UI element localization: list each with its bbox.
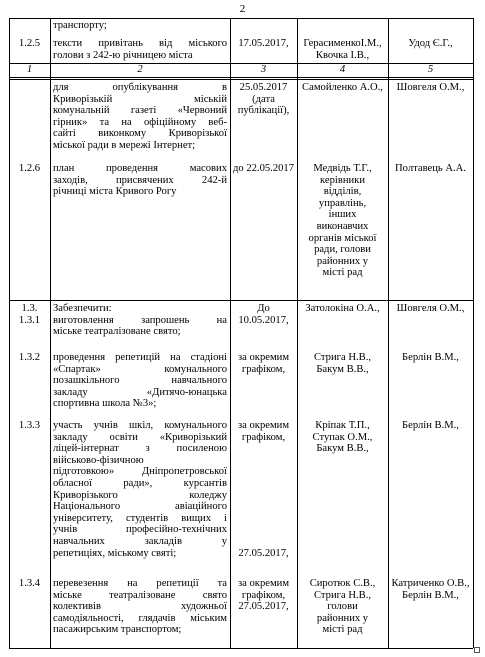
- row-executors: Самойленко А.О.,: [302, 82, 383, 93]
- row-number: 1.2.5: [18, 38, 41, 49]
- row-executors: Стрига Н.В., Бакум В.В.,: [313, 352, 371, 375]
- row-date: за окремим графіком,: [237, 352, 290, 375]
- text-line: навчальних закладів у: [53, 535, 227, 547]
- row-number: 1.3.3: [18, 420, 41, 431]
- header-row-bottom: [9, 77, 473, 78]
- text-line: «Спартак» комунального: [53, 363, 227, 375]
- column-border-0: [9, 18, 10, 648]
- row-date: 17.05.2017,: [238, 38, 289, 49]
- text-line: закладу освіти «Криворізький: [53, 431, 227, 443]
- text-line: військово-фізичною: [53, 454, 144, 466]
- row-number: 1.3. 1.3.1: [18, 303, 41, 326]
- column-number-1: 1: [26, 64, 33, 75]
- row-number: 1.3.4: [18, 578, 41, 589]
- column-number-5: 5: [427, 64, 434, 75]
- text-line: заходів, присвячених 242-й: [53, 174, 227, 186]
- row-text: [53, 303, 227, 338]
- row-date: 25.05.2017 (дата публікації),: [237, 82, 290, 117]
- column-border-5: [473, 18, 474, 648]
- text-line: ліцей-інтернат з посиленою: [53, 443, 227, 455]
- row-text: [53, 163, 227, 198]
- text-line: участь учнів шкіл, комунального: [53, 420, 227, 431]
- text-line: перевезення на репетиції та: [53, 578, 227, 589]
- continued-text: [53, 20, 227, 32]
- text-line: сайті виконкому Криворізької: [53, 128, 227, 140]
- row-responsible: Катриченко О.В., Берлін В.М.,: [391, 578, 470, 601]
- column-border-1: [50, 18, 51, 648]
- text-line: комунальній газеті «Червоний: [53, 105, 227, 117]
- text-line: Забезпечити:: [53, 303, 112, 314]
- text-line: голови з 242-ю річницею міста: [53, 49, 193, 61]
- text-line: спортивна школа №3»;: [53, 398, 157, 410]
- row-responsible: Берлін В.М.,: [402, 420, 459, 431]
- table-resize-handle-icon[interactable]: [474, 647, 480, 653]
- column-number-3: 3: [260, 64, 267, 75]
- text-line: обласної ради», курсантів: [53, 477, 227, 489]
- row-responsible: Шовгеля О.М.,: [396, 303, 465, 314]
- text-line: тексти привітань від міського: [53, 38, 227, 49]
- text-line: для опублікування в: [53, 82, 227, 93]
- text-line: міської ради в мережі Інтернет;: [53, 139, 196, 151]
- row-text: [53, 38, 227, 61]
- row-number: 1.2.6: [18, 163, 41, 174]
- row-text: [53, 420, 227, 559]
- table-top-border: [9, 18, 473, 19]
- column-border-3: [297, 18, 298, 648]
- page-number: 2: [239, 3, 246, 15]
- row-number: 1.3.2: [18, 352, 41, 363]
- column-border-4: [388, 18, 389, 648]
- row-responsible: Удод Є.Г.,: [408, 38, 453, 49]
- row-responsible: Полтавець А.А.: [395, 163, 466, 174]
- column-number-2: 2: [137, 64, 143, 75]
- text-line: план проведення масових: [53, 163, 227, 174]
- row-executors: Кріпак Т.П., Ступак О.М., Бакум В.В.,: [312, 420, 373, 455]
- text-line: позашкільного навчального: [53, 375, 227, 387]
- text-line: підготовкою» Дніпропетровської: [53, 466, 227, 478]
- column-border-2: [230, 18, 231, 648]
- row-executors: ГерасименкоІ.М., Квочка І.В.,: [303, 38, 382, 61]
- row-responsible: Берлін В.М.,: [402, 352, 459, 363]
- header-row-bottom-double: [9, 79, 473, 80]
- text-line: самодіяльності, глядачів міським: [53, 612, 227, 624]
- row-date: До 10.05.2017,: [238, 303, 289, 326]
- text-line: учнів професійно-технічних: [53, 524, 227, 536]
- text-line: транспорту;: [53, 20, 107, 31]
- text-line: закладу «Дитячо-юнацька: [53, 386, 227, 398]
- text-line: річниці міста Кривого Рогу: [53, 186, 177, 198]
- row-date: до 22.05.2017: [233, 163, 295, 174]
- text-line: університету, студентів вищих і: [53, 512, 227, 524]
- text-line: міське театралізоване свято;: [53, 326, 181, 338]
- row-executors: Медвідь Т.Г., керівники відділів, управлінь, інших виконавчих органів міської ради, голови районних у місті рад: [308, 163, 377, 279]
- row-responsible: Шовгеля О.М.,: [396, 82, 465, 93]
- row-date: за окремим графіком, 27.05.2017,: [237, 420, 290, 559]
- row-divider: [9, 300, 473, 301]
- text-line: колективів художньої: [53, 601, 227, 613]
- text-line: Національного авіаційного: [53, 501, 227, 513]
- text-line: гірник» та на офіційному веб-: [53, 116, 227, 128]
- text-line: виготовлення запрошень на: [53, 314, 227, 326]
- row-text: [53, 352, 227, 410]
- row-text: [53, 82, 227, 152]
- text-line: міське театралізоване свято: [53, 589, 227, 601]
- row-date: за окремим графіком, 27.05.2017,: [237, 578, 290, 613]
- row-executors: Затолокіна О.А.,: [305, 303, 380, 314]
- row-text: [53, 578, 227, 636]
- text-line: проведення репетицій на стадіоні: [53, 352, 227, 363]
- column-number-4: 4: [339, 64, 346, 75]
- table-bottom-border: [9, 648, 473, 649]
- text-line: пасажирським транспортом;: [53, 624, 182, 636]
- text-line: Криворізькій міській: [53, 93, 227, 105]
- text-line: Криворізького коледжу: [53, 489, 227, 501]
- text-line: репетиціях, міському святі;: [53, 547, 177, 559]
- row-executors: Сиротюк С.В., Стрига Н.В., голови районних у місті рад: [309, 578, 376, 636]
